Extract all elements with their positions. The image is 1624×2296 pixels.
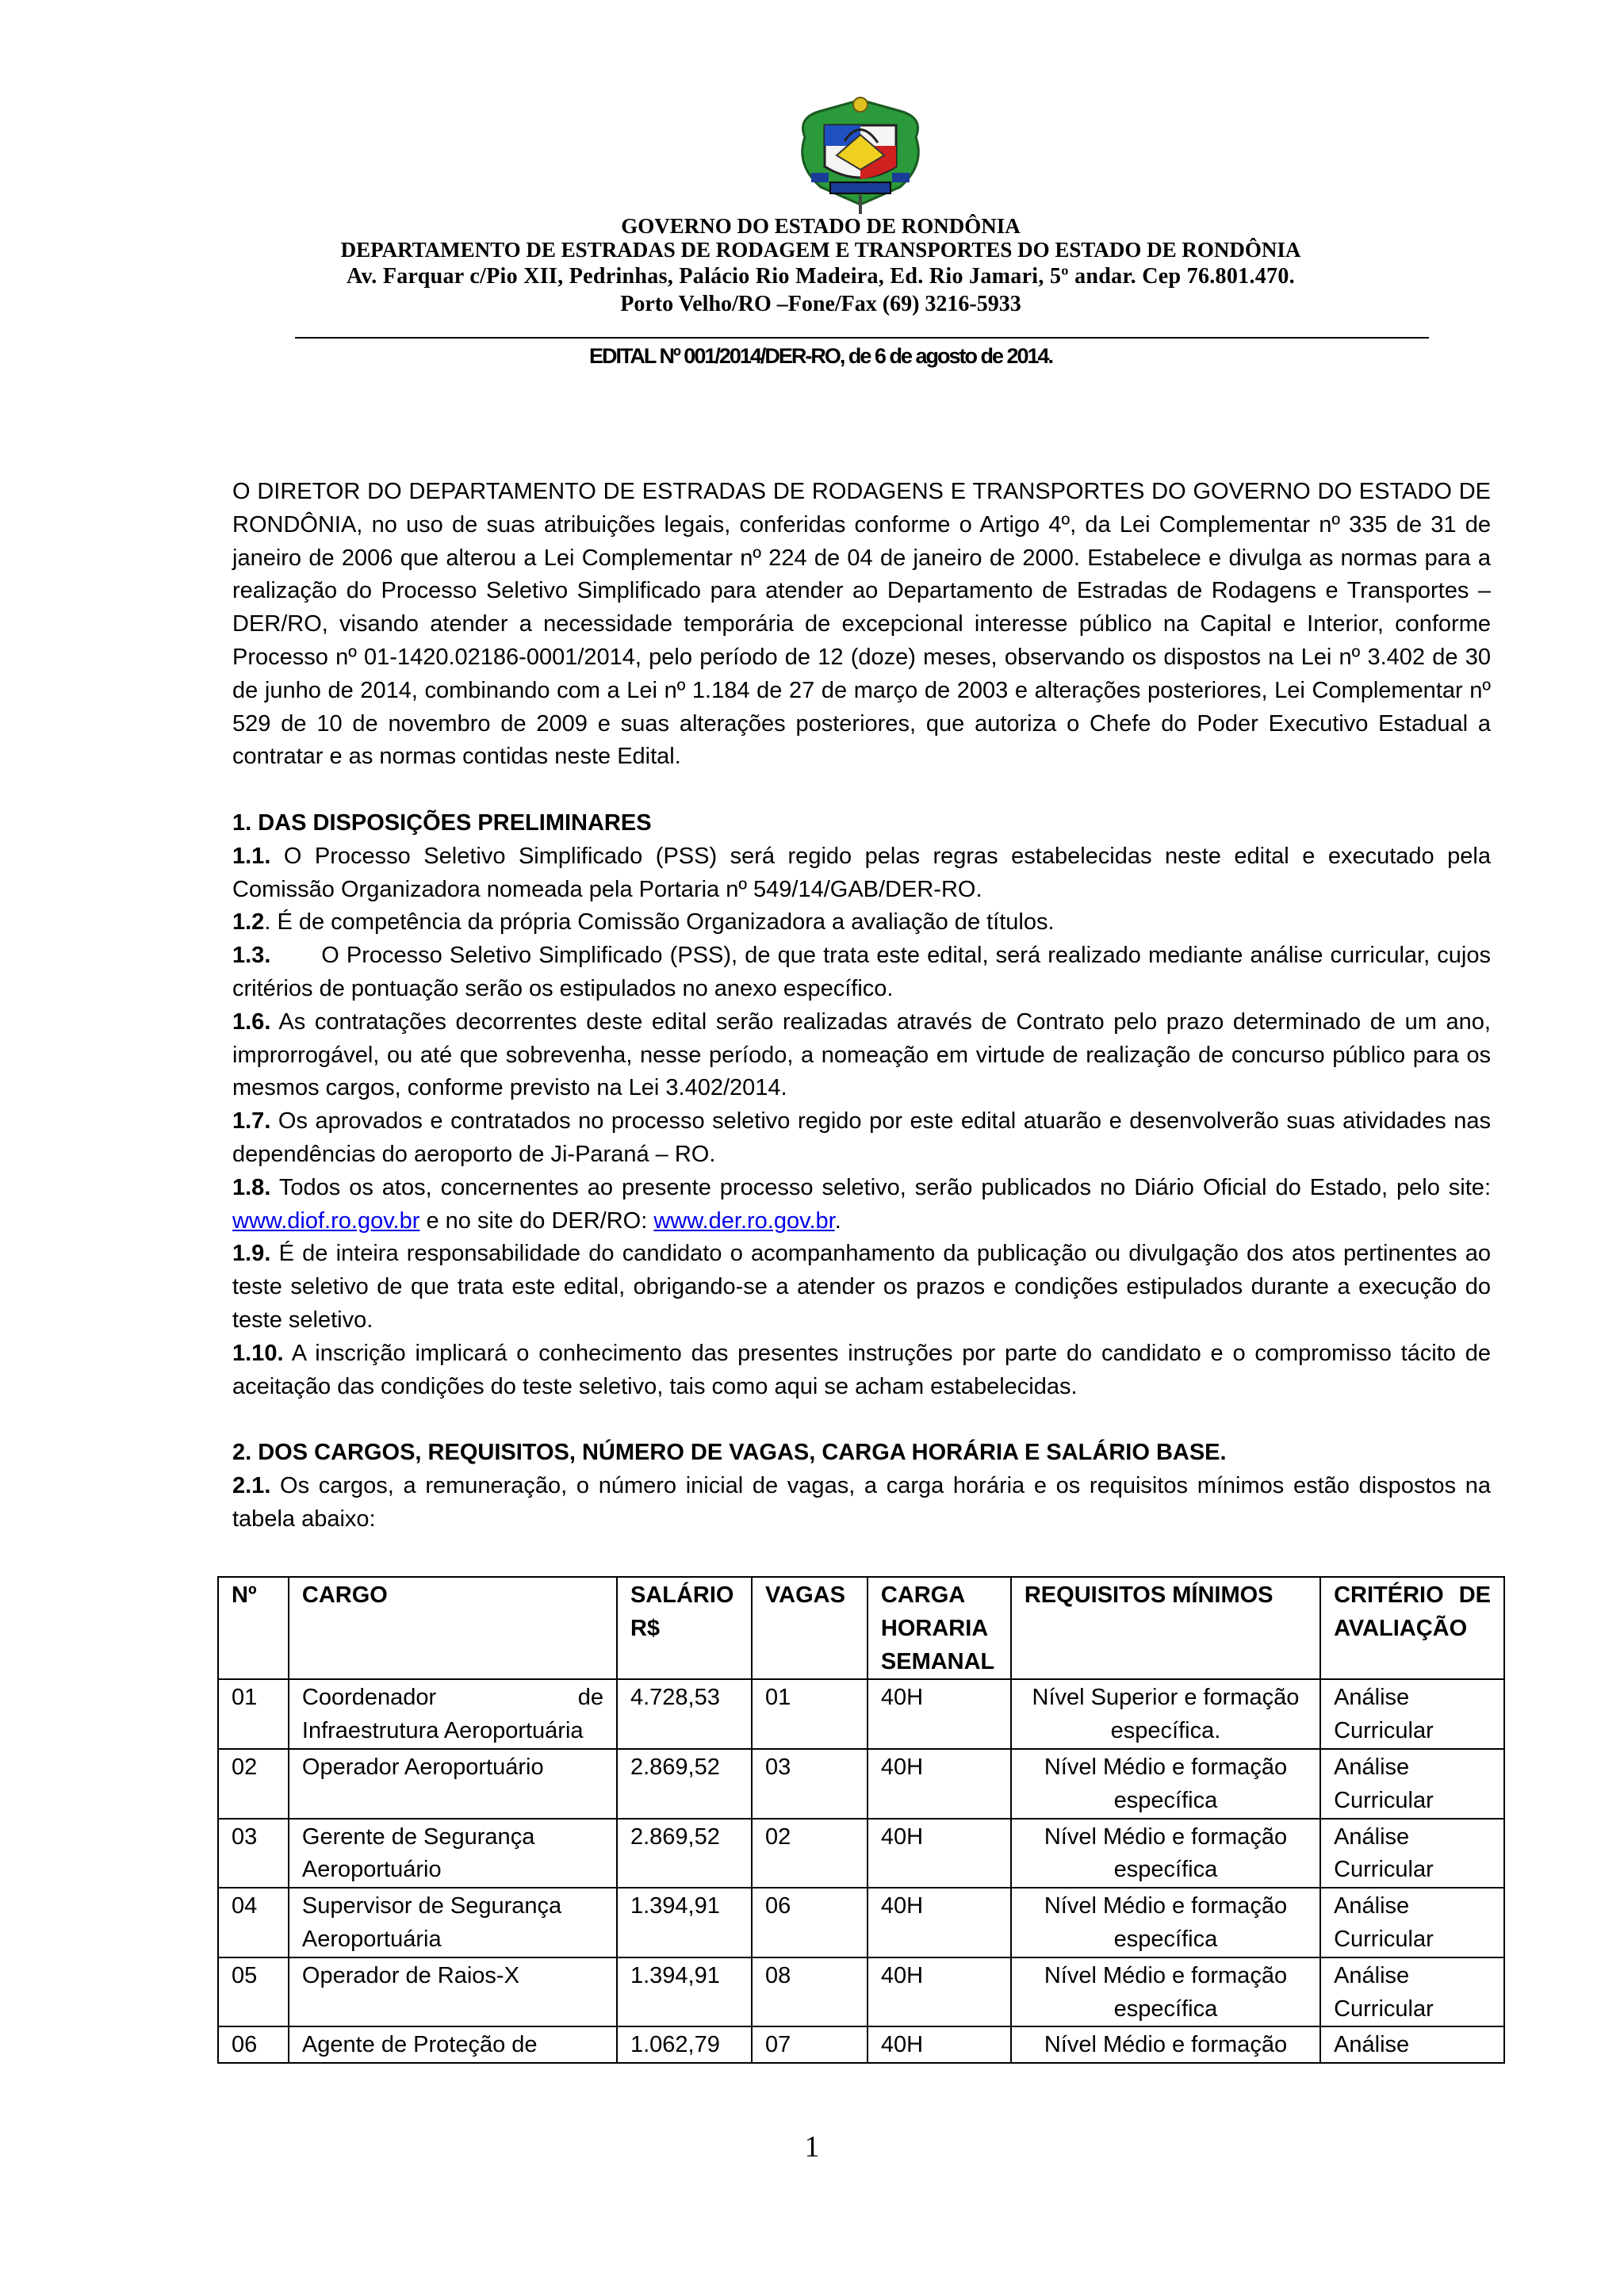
- cell-vagas: 02: [752, 1819, 868, 1888]
- clause-1-9: [232, 1238, 1491, 1337]
- cell-cargo: Agente de Proteção de: [289, 2026, 617, 2063]
- cell-number: 06: [218, 2026, 289, 2063]
- cell-criterio: Análise Curricular: [1320, 1957, 1504, 2027]
- cell-cargo: Coordenador de Infraestrutura Aeroportuária: [289, 1679, 617, 1749]
- clause-text: É de inteira responsabilidade do candidato o acompanhamento da publicação ou divulgação dos atos pertinentes ao teste seletivo de que trata este edital, obrigando-se a atender os prazos e condições estipulados durante a execução do teste seletivo.: [232, 1241, 1491, 1333]
- clause-text: . É de competência da própria Comissão Organizadora a avaliação de títulos.: [264, 909, 1055, 936]
- table-row: [218, 1749, 1504, 1819]
- cell-salario: 2.869,52: [617, 1819, 752, 1888]
- clause-number: 1.10.: [232, 1340, 284, 1366]
- document-body: [232, 476, 1498, 1536]
- cell-requisitos: Nível Médio e formação: [1011, 2026, 1320, 2063]
- clause-text: e no site do DER/RO:: [419, 1207, 654, 1234]
- header-vagas: VAGAS: [752, 1577, 868, 1679]
- header-government: GOVERNO DO ESTADO DE RONDÔNIA: [621, 214, 1021, 238]
- clause-number: 1.1.: [232, 843, 271, 869]
- header-department: DEPARTAMENTO DE ESTRADAS DE RODAGEM E TRANSPORTES DO ESTADO DE RONDÔNIA: [340, 238, 1301, 262]
- cell-carga: 40H: [868, 2026, 1011, 2063]
- page-number: 1: [804, 2130, 820, 2164]
- cell-criterio: Análise Curricular: [1320, 1888, 1504, 1957]
- clause-text: O Processo Seletivo Simplificado (PSS) será regido pelas regras estabelecidas neste edital e executado pela Comissão Organizadora nomeada pela Portaria nº 549/14/GAB/DER-RO.: [232, 843, 1491, 902]
- cell-cargo: Operador Aeroportuário: [289, 1749, 617, 1819]
- table-row: [218, 1957, 1504, 2027]
- header-carga: CARGA HORARIA SEMANAL: [868, 1577, 1011, 1679]
- clause-number: 1.8.: [232, 1174, 271, 1200]
- clause-text: .: [834, 1207, 841, 1234]
- clause-1-1: [232, 840, 1491, 907]
- cell-vagas: 01: [752, 1679, 868, 1749]
- clause-number: 1.2: [232, 909, 265, 936]
- clause-1-6: [232, 1006, 1491, 1105]
- cell-number: 01: [218, 1679, 289, 1749]
- clause-text: Os aprovados e contratados no processo seletivo regido por este edital atuarão e desenvolverão suas atividades nas dependências do aeroporto de Ji-Paraná – RO.: [232, 1108, 1491, 1167]
- header-salario: SALÁRIO R$: [617, 1577, 752, 1679]
- clause-1-10: [232, 1337, 1491, 1404]
- cell-cargo: Gerente de Segurança Aeroportuário: [289, 1819, 617, 1888]
- cell-criterio: Análise Curricular: [1320, 1749, 1504, 1819]
- diof-link[interactable]: www.diof.ro.gov.br: [232, 1207, 420, 1234]
- clause-number: 1.3.: [232, 943, 271, 969]
- cell-carga: 40H: [868, 1679, 1011, 1749]
- header-requisitos: REQUISITOS MÍNIMOS: [1011, 1577, 1320, 1679]
- positions-table: [217, 1576, 1505, 2064]
- cell-carga: 40H: [868, 1888, 1011, 1957]
- section1-title: 1. DAS DISPOSIÇÕES PRELIMINARES: [232, 809, 652, 836]
- clause-1-7: [232, 1105, 1491, 1172]
- header-contact: Porto Velho/RO –Fone/Fax (69) 3216-5933: [620, 292, 1021, 316]
- clause-text: As contratações decorrentes deste edital serão realizadas através de Contrato pelo prazo determinado de um ano, improrrogável, ou até que sobrevenha, nesse período, a nomeação em virtude de realização de concurso público para os mesmos cargos, conforme previsto na Lei 3.402/2014.: [232, 1008, 1491, 1101]
- clause-number: 1.7.: [232, 1108, 271, 1135]
- cell-number: 04: [218, 1888, 289, 1957]
- cell-salario: 4.728,53: [617, 1679, 752, 1749]
- section2-title: 2. DOS CARGOS, REQUISITOS, NÚMERO DE VAGAS, CARGA HORÁRIA E SALÁRIO BASE.: [232, 1440, 1227, 1466]
- edital-title: EDITAL Nº 001/2014/DER-RO, de 6 de agosto de 2014.: [588, 344, 1053, 368]
- clause-1-8: [232, 1172, 1491, 1238]
- cell-requisitos: Nível Médio e formação específica: [1011, 1749, 1320, 1819]
- cell-vagas: 06: [752, 1888, 868, 1957]
- der-link[interactable]: www.der.ro.gov.br: [653, 1207, 835, 1234]
- cell-criterio: Análise: [1320, 2026, 1504, 2063]
- cell-carga: 40H: [868, 1749, 1011, 1819]
- clause-1-3: [232, 939, 1498, 1006]
- cell-salario: 1.394,91: [617, 1957, 752, 2027]
- header-cargo: CARGO: [289, 1577, 617, 1679]
- cell-cargo: Supervisor de Segurança Aeroportuária: [289, 1888, 617, 1957]
- cell-vagas: 08: [752, 1957, 868, 2027]
- table-row: [218, 2026, 1504, 2063]
- header-address: Av. Farquar c/Pio XII, Pedrinhas, Palácio Rio Madeira, Ed. Rio Jamari, 5º andar. Cep 76.801.470.: [347, 264, 1295, 289]
- table-row: [218, 1819, 1504, 1888]
- cell-salario: 2.869,52: [617, 1749, 752, 1819]
- header-divider: [295, 337, 1429, 339]
- table-header-row: [218, 1577, 1504, 1679]
- cell-criterio: Análise Curricular: [1320, 1679, 1504, 1749]
- cell-requisitos: Nível Médio e formação específica: [1011, 1819, 1320, 1888]
- header-number: Nº: [218, 1577, 289, 1679]
- table-row: [218, 1679, 1504, 1749]
- clause-number: 1.9.: [232, 1241, 271, 1267]
- cell-criterio: Análise Curricular: [1320, 1819, 1504, 1888]
- rondonia-coat-of-arms-icon: [789, 94, 932, 216]
- cell-carga: 40H: [868, 1819, 1011, 1888]
- clause-number: 2.1.: [232, 1472, 271, 1498]
- clause-text: A inscrição implicará o conhecimento das presentes instruções por parte do candidato e o compromisso tácito de aceitação das condições do teste seletivo, tais como aqui se acham estabelecidas.: [232, 1340, 1491, 1399]
- intro-paragraph: O DIRETOR DO DEPARTAMENTO DE ESTRADAS DE RODAGENS E TRANSPORTES DO GOVERNO DO ESTADO DE RONDÔNIA, no uso de suas atribuições legais, conferidas conforme o Artigo 4º, da Lei Complementar nº 335 de 31 de janeiro de 2006 que alterou a Lei Complementar nº 224 de 04 de janeiro de 2000. Estabelece e divulga as normas para a realização do Processo Seletivo Simplificado para atender ao Departamento de Estradas de Rodagens e Transportes – DER/RO, visando atender a necessidade temporária de excepcional interesse público na Capital e Interior, conforme Processo nº 01-1420.02186-0001/2014, pelo período de 12 (doze) meses, observando os dispostos na Lei nº 3.402 de 30 de junho de 2014, combinando com a Lei nº 1.184 de 27 de março de 2003 e alterações posteriores, Lei Complementar nº 529 de 10 de novembro de 2009 e suas alterações posteriores, que autoriza o Chefe do Poder Executivo Estadual a contratar e as normas contidas neste Edital.: [232, 479, 1491, 770]
- clause-2-1: [232, 1470, 1491, 1536]
- cell-salario: 1.394,91: [617, 1888, 752, 1957]
- header-criterio: CRITÉRIO DE AVALIAÇÃO: [1320, 1577, 1504, 1679]
- cell-number: 03: [218, 1819, 289, 1888]
- cell-vagas: 03: [752, 1749, 868, 1819]
- cell-number: 02: [218, 1749, 289, 1819]
- table-row: [218, 1888, 1504, 1957]
- cell-requisitos: Nível Médio e formação específica: [1011, 1888, 1320, 1957]
- cell-requisitos: Nível Superior e formação específica.: [1011, 1679, 1320, 1749]
- cell-requisitos: Nível Médio e formação específica: [1011, 1957, 1320, 2027]
- cell-cargo: Operador de Raios-X: [289, 1957, 617, 2027]
- clause-text: Os cargos, a remuneração, o número inicial de vagas, a carga horária e os requisitos mínimos estão dispostos na tabela abaixo:: [232, 1472, 1491, 1532]
- clause-text: Todos os atos, concernentes ao presente processo seletivo, serão publicados no Diário Oficial do Estado, pelo site:: [270, 1174, 1491, 1200]
- cell-number: 05: [218, 1957, 289, 2027]
- cell-vagas: 07: [752, 2026, 868, 2063]
- clause-number: 1.6.: [232, 1008, 271, 1035]
- cell-carga: 40H: [868, 1957, 1011, 2027]
- clause-text: O Processo Seletivo Simplificado (PSS), de que trata este edital, será realizado mediante análise curricular, cujos critérios de pontuação serão os estipulados no anexo específico.: [232, 943, 1498, 1001]
- cell-salario: 1.062,79: [617, 2026, 752, 2063]
- clause-1-2: [232, 906, 1491, 939]
